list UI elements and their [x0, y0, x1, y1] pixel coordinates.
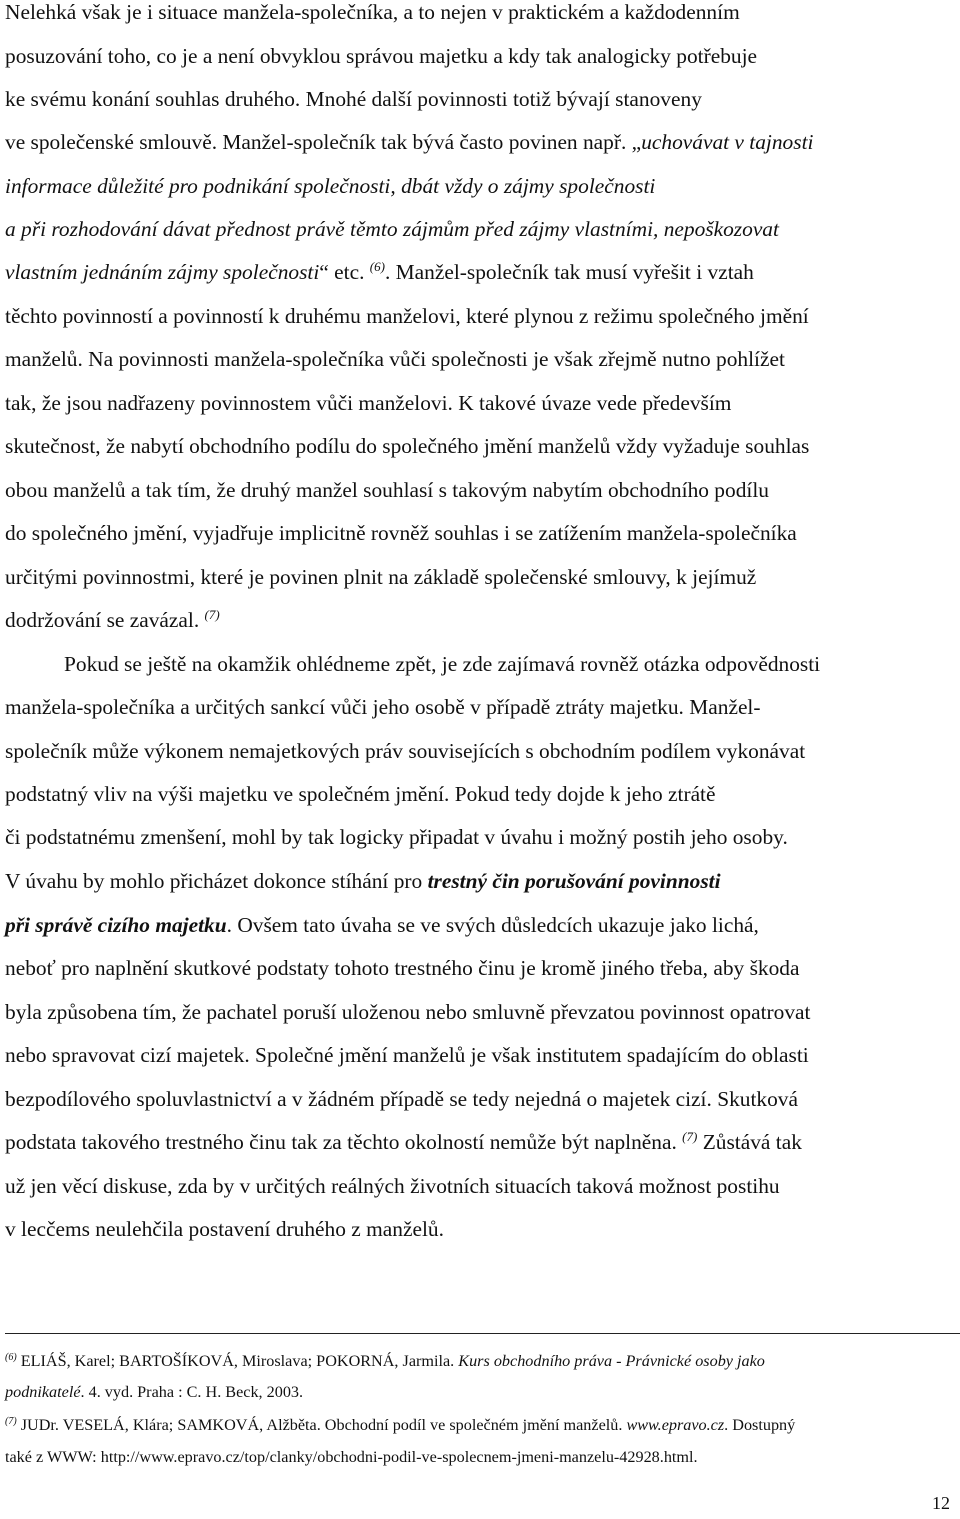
- text-line: [5, 127, 813, 157]
- footnote-ref: (7): [682, 1129, 698, 1144]
- text-span: či podstatnému zmenšení, mohl by tak logicky připadat v úvahu i možný postih jeho osoby.: [5, 825, 788, 849]
- text-line: [5, 41, 757, 71]
- text-span: bezpodílového spoluvlastnictví a v žádném případě se tedy nejedná o majetek cizí. Skutková: [5, 1087, 798, 1111]
- text-line: [5, 1127, 802, 1157]
- text-span: . Manžel-společník tak musí vyřešit i vztah: [384, 260, 754, 284]
- footnote-6-cont: [5, 1381, 303, 1403]
- text-line: [5, 1214, 444, 1244]
- text-line: [5, 518, 797, 548]
- emphasized-term: při správě cizího majetku: [5, 913, 227, 937]
- quoted-text: informace důležité pro podnikání společnosti, dbát vždy o zájmy společnosti: [5, 174, 656, 198]
- text-span: podstatný vliv na výši majetku ve společném jmění. Pokud tedy dojde k jeho ztrátě: [5, 782, 716, 806]
- footnote-mark: (6): [5, 1352, 17, 1363]
- text-line: [5, 997, 811, 1027]
- text-span: posuzování toho, co je a není obvyklou správou majetku a kdy tak analogicky potřebuje: [5, 44, 758, 68]
- text-line: [5, 866, 721, 896]
- text-line: [5, 953, 799, 983]
- text-span: skutečnost, že nabytí obchodního podílu do společného jmění manželů vždy vyžaduje souhlas: [5, 434, 810, 458]
- footnote-url: také z WWW: http://www.epravo.cz/top/clanky/obchodni-podil-ve-spolecnem-jmeni-manzelu-42928.html.: [5, 1448, 698, 1466]
- text-span: v lecčems neulehčila postavení druhého z manželů.: [5, 1217, 444, 1241]
- text-line: [5, 214, 779, 244]
- text-line: [5, 0, 740, 27]
- text-line: [5, 84, 702, 114]
- text-span: Zůstává tak: [697, 1130, 802, 1154]
- footnote-text: . Dostupný: [724, 1416, 796, 1434]
- text-span: těchto povinností a povinností k druhému manželovi, které plynou z režimu společného jmění: [5, 304, 809, 328]
- text-span: ke svému konání souhlas druhého. Mnohé další povinnosti totiž bývají stanoveny: [5, 87, 702, 111]
- text-span: Pokud se ještě na okamžik ohlédneme zpět, je zde zajímavá rovněž otázka odpovědnosti: [64, 652, 821, 676]
- text-span: do společného jmění, vyjadřuje implicitně rovněž souhlas i se zatížením manžela-společníka: [5, 521, 797, 545]
- footnote-text: . 4. vyd. Praha : C. H. Beck, 2003.: [80, 1383, 304, 1401]
- text-line: [5, 301, 809, 331]
- text-line: [5, 736, 805, 766]
- quoted-text: vlastním jednáním zájmy společnosti: [5, 260, 320, 284]
- text-line: [5, 1171, 780, 1201]
- text-span: Nelehká však je i situace manžela-společníka, a to nejen v praktickém a každodenním: [5, 0, 740, 24]
- footnote-ref: (7): [204, 607, 220, 622]
- page-number: 12: [932, 1493, 950, 1513]
- text-span: podstata takového trestného činu tak za těchto okolností nemůže být naplněna.: [5, 1130, 683, 1154]
- text-line: [5, 822, 788, 852]
- text-line: [5, 388, 731, 418]
- text-line: [5, 475, 769, 505]
- text-line: [5, 562, 756, 592]
- footnote-7: [5, 1414, 795, 1436]
- footnote-text: JUDr. VESELÁ, Klára; SAMKOVÁ, Alžběta. Obchodní podíl ve společném jmění manželů.: [16, 1416, 627, 1434]
- text-span: manželů. Na povinnosti manžela-společníka vůči společnosti je však zřejmě nutno pohlížet: [5, 347, 785, 371]
- text-span: “ etc.: [319, 260, 370, 284]
- footnote-7-cont: [5, 1446, 698, 1468]
- text-line: [5, 1084, 798, 1114]
- text-line: [5, 910, 759, 940]
- text-span: už jen věcí diskuse, zda by v určitých reálných životních situacích taková možnost postihu: [5, 1174, 780, 1198]
- footnote-6: [5, 1350, 765, 1372]
- quoted-text: uchovávat v tajnosti: [641, 130, 814, 154]
- text-span: tak, že jsou nadřazeny povinnostem vůči manželovi. K takové úvaze vede především: [5, 391, 732, 415]
- text-span: nebo spravovat cizí majetek. Společné jmění manželů je však institutem spadajícím do oblasti: [5, 1043, 809, 1067]
- footnote-title: Kurs obchodního práva - Právnické osoby jako: [458, 1352, 765, 1370]
- text-line: [5, 605, 220, 635]
- text-span: manžela-společníka a určitých sankcí vůči jeho osobě v případě ztráty majetku. Manžel-: [5, 695, 761, 719]
- text-span: obou manželů a tak tím, že druhý manžel souhlasí s takovým nabytím obchodního podílu: [5, 478, 769, 502]
- text-span: ve společenské smlouvě. Manžel-společník tak bývá často povinen např. „: [5, 130, 642, 154]
- text-line: [5, 1040, 809, 1070]
- text-line: [5, 344, 785, 374]
- text-line: [5, 171, 655, 201]
- text-span: určitými povinnostmi, které je povinen plnit na základě společenské smlouvy, k jejímuž: [5, 565, 757, 589]
- text-span: neboť pro naplnění skutkové podstaty tohoto trestného činu je kromě jiného třeba, aby škoda: [5, 956, 800, 980]
- text-span: V úvahu by mohlo přicházet dokonce stíhání pro: [5, 869, 428, 893]
- text-span: společník může výkonem nemajetkových práv souvisejících s obchodním podílem vykonávat: [5, 739, 806, 763]
- footnote-title: podnikatelé: [5, 1383, 81, 1401]
- footnote-text: ELIÁŠ, Karel; BARTOŠÍKOVÁ, Miroslava; POKORNÁ, Jarmila.: [16, 1352, 459, 1370]
- footnote-mark: (7): [5, 1416, 17, 1427]
- text-line: [5, 431, 809, 461]
- footnote-separator: [5, 1333, 960, 1334]
- quoted-text: a při rozhodování dávat přednost právě těmto zájmům před zájmy vlastními, nepoškozovat: [5, 217, 779, 241]
- text-span: . Ovšem tato úvaha se ve svých důsledcích ukazuje jako lichá,: [226, 913, 759, 937]
- text-line: [5, 257, 754, 287]
- text-line: [64, 649, 820, 679]
- emphasized-term: trestný čin porušování povinnosti: [427, 869, 721, 893]
- text-span: byla způsobena tím, že pachatel poruší uloženou nebo smluvně převzatou povinnost opatrovat: [5, 1000, 811, 1024]
- footnote-ref: (6): [369, 259, 385, 274]
- text-line: [5, 779, 716, 809]
- text-line: [5, 692, 761, 722]
- footnote-site: www.epravo.cz: [626, 1416, 725, 1434]
- text-span: dodržování se zavázal.: [5, 608, 205, 632]
